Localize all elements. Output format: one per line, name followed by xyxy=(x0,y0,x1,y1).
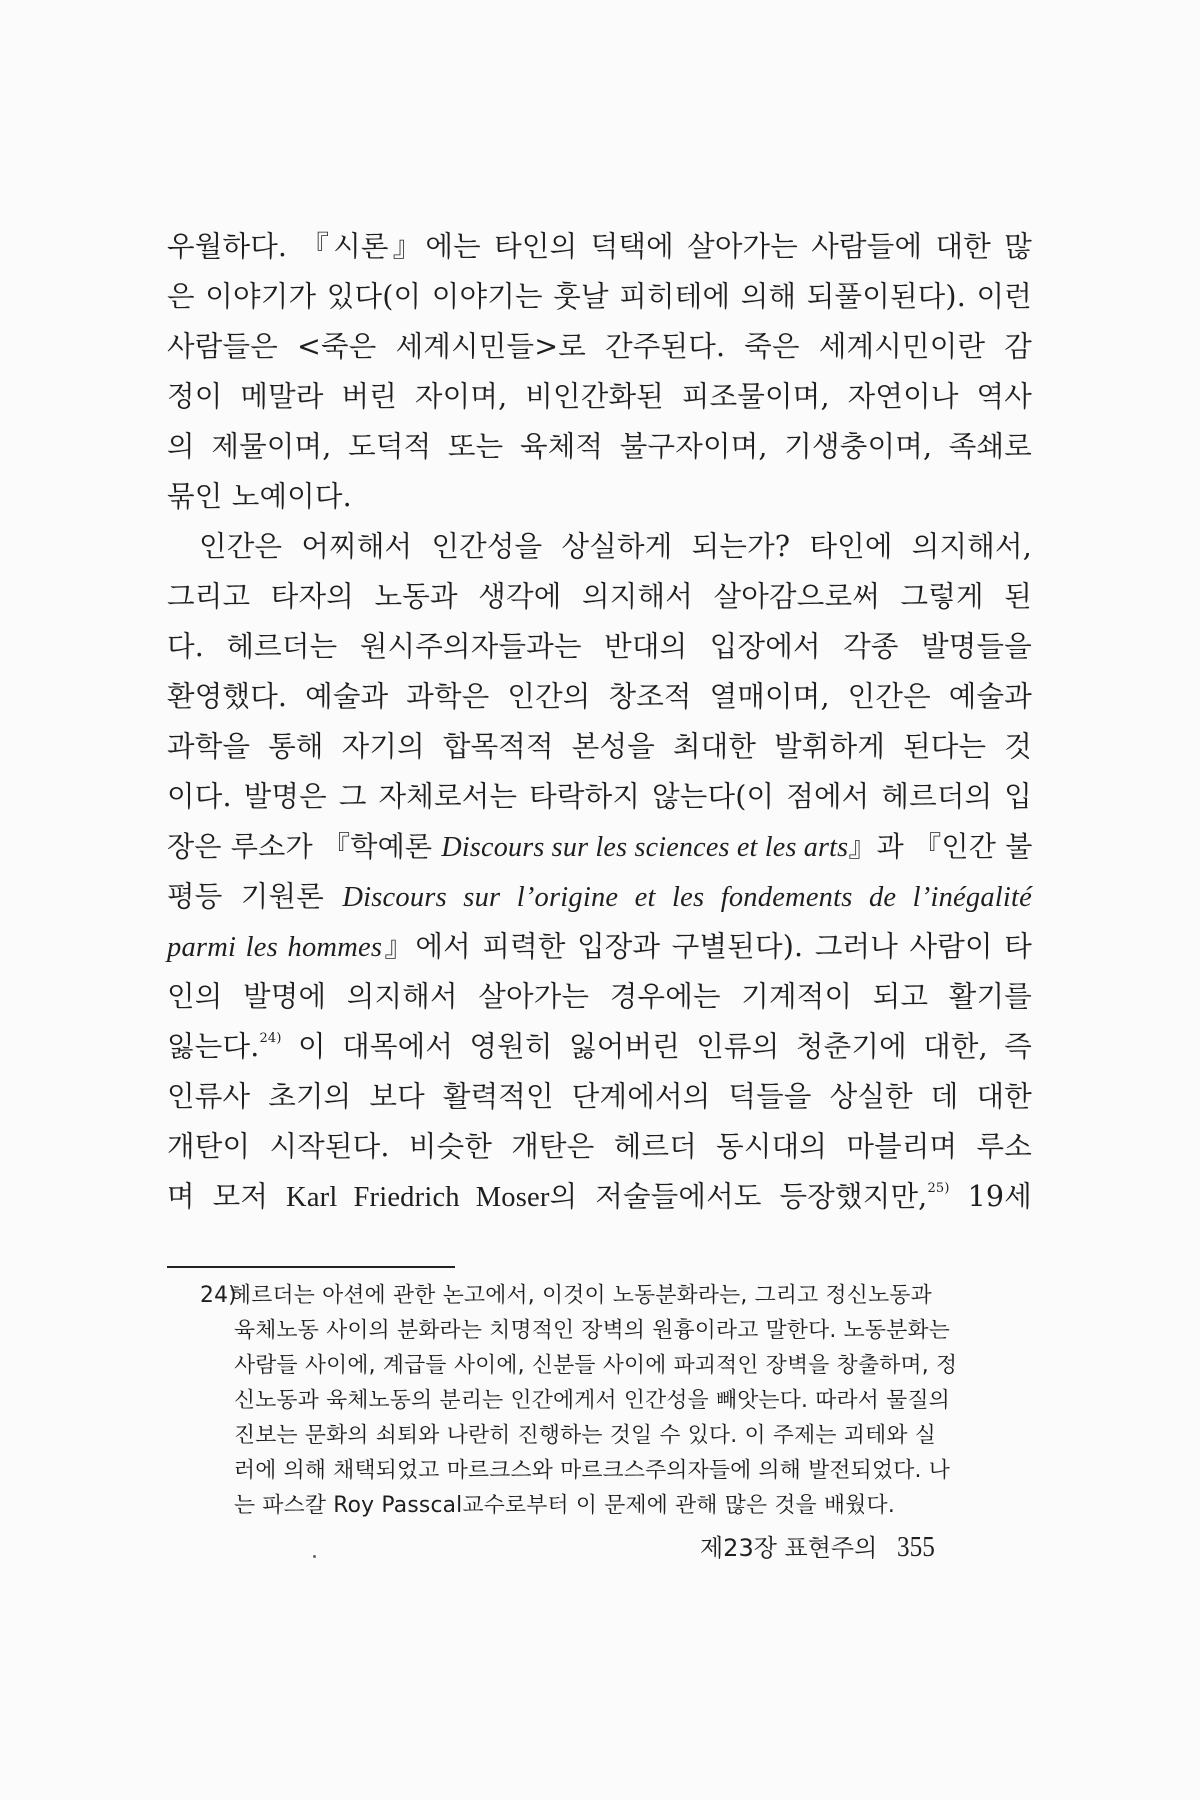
text-segment: 장은 루소가 『학예론 xyxy=(167,830,442,863)
person-name: Karl Friedrich Moser xyxy=(286,1182,550,1213)
footnote-line: 는 파스칼 Roy Passcal교수로부터 이 문제에 관해 많은 것을 배웠다. xyxy=(234,1493,895,1518)
print-speck xyxy=(313,1555,316,1558)
footnote-number: 24) xyxy=(200,1283,237,1308)
text-line: 우월하다. 『시론』에는 타인의 덕택에 살아가는 사람들에 대한 많 xyxy=(167,230,1032,263)
text-segment: 평등 기원론 xyxy=(167,880,343,913)
text-line: 묶인 노예이다. xyxy=(167,480,352,513)
text-line: 인간은 어찌해서 인간성을 상실하게 되는가? 타인에 의지해서, xyxy=(199,530,1032,563)
footnote-line: 사람들 사이에, 계급들 사이에, 신분들 사이에 파괴적인 장벽을 창출하며, 정 xyxy=(234,1353,958,1378)
text-line xyxy=(167,922,1032,972)
footnote-line: 신노동과 육체노동의 분리는 인간에게서 인간성을 빼앗는다. 따라서 물질의 xyxy=(234,1388,950,1413)
footnote-ref[interactable]: 25) xyxy=(927,1181,950,1196)
text-segment: 이 대목에서 영원히 잃어버린 인류의 청춘기에 대한, 즉 xyxy=(281,1030,1032,1063)
text-segment: 며 모저 xyxy=(167,1180,287,1213)
text-line xyxy=(167,1172,1032,1222)
text-line: 그리고 타자의 노동과 생각에 의지해서 살아감으로써 그렇게 된 xyxy=(167,580,1032,613)
text-line: 과학을 통해 자기의 합목적적 본성을 최대한 발휘하게 된다는 것 xyxy=(167,730,1032,763)
text-segment: 』과 『인간 불 xyxy=(848,830,1033,863)
text-line: 이다. 발명은 그 자체로서는 타락하지 않는다(이 점에서 헤르더의 입 xyxy=(167,780,1032,813)
french-title: Discours sur l’origine et les fondements de l’inégalité xyxy=(342,882,1032,913)
french-title: parmi les hommes xyxy=(167,932,383,963)
text-segment: 잃는다. xyxy=(167,1030,260,1063)
chapter-title: 제23장 표현주의 xyxy=(700,1534,878,1562)
body-text xyxy=(167,222,1032,1222)
text-line: 다. 헤르더는 원시주의자들과는 반대의 입장에서 각종 발명들을 xyxy=(167,630,1032,663)
text-line xyxy=(167,1022,1032,1072)
footnote-text: 헤르더는 아션에 관한 논고에서, 이것이 노동분화라는, 그리고 정신노동과 xyxy=(230,1283,932,1308)
text-line: 개탄이 시작된다. 비슷한 개탄은 헤르더 동시대의 마블리며 루소 xyxy=(167,1130,1032,1163)
text-line: 사람들은 <죽은 세계시민들>로 간주된다. 죽은 세계시민이란 감 xyxy=(167,330,1032,363)
footnote-24 xyxy=(200,1278,1032,1523)
text-line: 의 제물이며, 도덕적 또는 육체적 불구자이며, 기생충이며, 족쇄로 xyxy=(167,430,1032,463)
page-number: 355 xyxy=(897,1532,936,1563)
footnote-line: 러에 의해 채택되었고 마르크스와 마르크스주의자들에 의해 발전되었다. 나 xyxy=(234,1458,950,1483)
footnote-divider xyxy=(167,1266,455,1268)
text-segment: 19세 xyxy=(949,1180,1032,1213)
text-line: 인의 발명에 의지해서 살아가는 경우에는 기계적이 되고 활기를 xyxy=(167,980,1032,1013)
text-line xyxy=(167,822,1032,872)
text-line: 환영했다. 예술과 과학은 인간의 창조적 열매이며, 인간은 예술과 xyxy=(167,680,1032,713)
footnote-line: 진보는 문화의 쇠퇴와 나란히 진행하는 것일 수 있다. 이 주제는 괴테와 실 xyxy=(234,1423,936,1448)
french-title: Discours sur les sciences et les arts xyxy=(441,832,849,863)
footnote-ref[interactable]: 24) xyxy=(259,1031,282,1046)
footnote-line: 육체노동 사이의 분화라는 치명적인 장벽의 원흉이라고 말한다. 노동분화는 xyxy=(234,1318,950,1343)
footnote-line xyxy=(200,1278,1032,1313)
text-line xyxy=(167,872,1032,922)
text-segment: 의 저술들에서도 등장했지만, xyxy=(549,1180,928,1213)
text-line: 은 이야기가 있다(이 이야기는 훗날 피히테에 의해 되풀이된다). 이런 xyxy=(167,280,1032,313)
text-line: 인류사 초기의 보다 활력적인 단계에서의 덕들을 상실한 데 대한 xyxy=(167,1080,1032,1113)
text-segment: 』에서 피력한 입장과 구별된다). 그러나 사람이 타 xyxy=(382,930,1032,963)
page-footer xyxy=(700,1528,1030,1568)
text-line: 정이 메말라 버린 자이며, 비인간화된 피조물이며, 자연이나 역사 xyxy=(167,380,1032,413)
